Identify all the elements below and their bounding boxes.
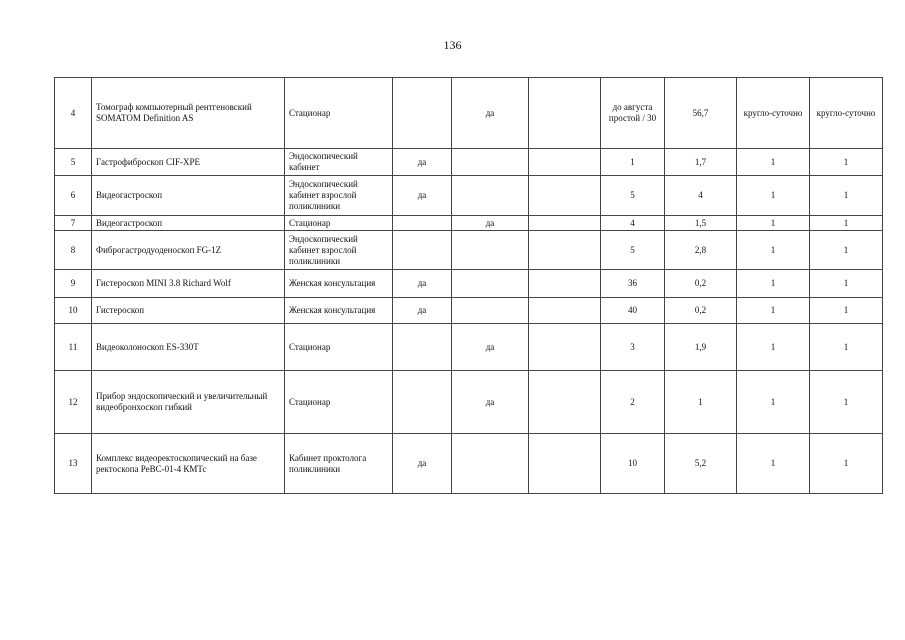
column-6-cell bbox=[529, 149, 601, 176]
column-4-cell bbox=[393, 78, 452, 149]
column-5-cell: да bbox=[452, 78, 529, 149]
equipment-table bbox=[54, 77, 883, 494]
column-10-cell: 1 bbox=[810, 176, 883, 216]
column-7-cell: 40 bbox=[601, 298, 665, 324]
column-4-cell: да bbox=[393, 298, 452, 324]
column-8-cell: 1 bbox=[665, 371, 737, 434]
column-10-cell: 1 bbox=[810, 371, 883, 434]
column-4-cell: да bbox=[393, 270, 452, 298]
equipment-name-cell: Видеоколоноскоп ES-330T bbox=[92, 324, 285, 371]
column-9-cell: 1 bbox=[737, 434, 810, 494]
column-4-cell: да bbox=[393, 176, 452, 216]
column-7-cell: 1 bbox=[601, 149, 665, 176]
column-6-cell bbox=[529, 434, 601, 494]
column-5-cell bbox=[452, 270, 529, 298]
column-7-cell: 5 bbox=[601, 231, 665, 270]
equipment-name-cell: Томограф компьютерный рентгеновский SOMATOM Definition AS bbox=[92, 78, 285, 149]
location-cell: Женская консультация bbox=[285, 270, 393, 298]
column-6-cell bbox=[529, 270, 601, 298]
column-9-cell: 1 bbox=[737, 371, 810, 434]
equipment-name-cell: Прибор эндоскопический и увеличительный видеобронхоскоп гибкий bbox=[92, 371, 285, 434]
location-cell: Эндоскопический кабинет bbox=[285, 149, 393, 176]
equipment-name-cell: Гистероскоп bbox=[92, 298, 285, 324]
equipment-name-cell: Видеогастроскоп bbox=[92, 176, 285, 216]
column-8-cell: 1,7 bbox=[665, 149, 737, 176]
column-8-cell: 1,5 bbox=[665, 216, 737, 231]
column-6-cell bbox=[529, 176, 601, 216]
column-7-cell: 5 bbox=[601, 176, 665, 216]
row-number-cell: 11 bbox=[55, 324, 92, 371]
equipment-name-cell: Гастрофиброскоп CIF-XPE bbox=[92, 149, 285, 176]
column-10-cell: 1 bbox=[810, 324, 883, 371]
column-9-cell: 1 bbox=[737, 270, 810, 298]
column-7-cell: до августа простой / 30 bbox=[601, 78, 665, 149]
column-8-cell: 0,2 bbox=[665, 270, 737, 298]
column-8-cell: 5,2 bbox=[665, 434, 737, 494]
column-6-cell bbox=[529, 216, 601, 231]
location-cell: Женская консультация bbox=[285, 298, 393, 324]
table-row bbox=[55, 216, 883, 231]
column-6-cell bbox=[529, 324, 601, 371]
equipment-name-cell: Комплекс видеоректоскопический на базе ректоскопа РеВС-01-4 КМТс bbox=[92, 434, 285, 494]
column-5-cell: да bbox=[452, 371, 529, 434]
row-number-cell: 9 bbox=[55, 270, 92, 298]
page-number: 136 bbox=[443, 38, 462, 52]
equipment-name-cell: Гистероскоп MINI 3.8 Richard Wolf bbox=[92, 270, 285, 298]
column-7-cell: 3 bbox=[601, 324, 665, 371]
column-4-cell bbox=[393, 216, 452, 231]
column-8-cell: 1,9 bbox=[665, 324, 737, 371]
equipment-name-cell: Фиброгастродуоденоскоп FG-1Z bbox=[92, 231, 285, 270]
location-cell: Стационар bbox=[285, 78, 393, 149]
location-cell: Эндоскопический кабинет взрослой поликлиники bbox=[285, 231, 393, 270]
location-cell: Стационар bbox=[285, 216, 393, 231]
column-5-cell bbox=[452, 149, 529, 176]
location-cell: Кабинет проктолога поликлиники bbox=[285, 434, 393, 494]
column-5-cell bbox=[452, 298, 529, 324]
column-10-cell: кругло-суточно bbox=[810, 78, 883, 149]
column-10-cell: 1 bbox=[810, 434, 883, 494]
row-number-cell: 4 bbox=[55, 78, 92, 149]
location-cell: Эндоскопический кабинет взрослой поликлиники bbox=[285, 176, 393, 216]
column-7-cell: 10 bbox=[601, 434, 665, 494]
row-number-cell: 10 bbox=[55, 298, 92, 324]
row-number-cell: 12 bbox=[55, 371, 92, 434]
table-row bbox=[55, 78, 883, 149]
table-row bbox=[55, 371, 883, 434]
table-row bbox=[55, 270, 883, 298]
column-5-cell: да bbox=[452, 216, 529, 231]
column-8-cell: 56,7 bbox=[665, 78, 737, 149]
column-5-cell: да bbox=[452, 324, 529, 371]
column-9-cell: 1 bbox=[737, 149, 810, 176]
column-4-cell bbox=[393, 371, 452, 434]
column-10-cell: 1 bbox=[810, 270, 883, 298]
column-8-cell: 0,2 bbox=[665, 298, 737, 324]
table-row bbox=[55, 298, 883, 324]
row-number-cell: 8 bbox=[55, 231, 92, 270]
column-9-cell: 1 bbox=[737, 176, 810, 216]
table-row bbox=[55, 176, 883, 216]
column-10-cell: 1 bbox=[810, 298, 883, 324]
equipment-name-cell: Видеогастроскоп bbox=[92, 216, 285, 231]
column-6-cell bbox=[529, 298, 601, 324]
column-7-cell: 4 bbox=[601, 216, 665, 231]
table-row bbox=[55, 324, 883, 371]
table-row bbox=[55, 149, 883, 176]
column-6-cell bbox=[529, 78, 601, 149]
column-7-cell: 36 bbox=[601, 270, 665, 298]
column-9-cell: 1 bbox=[737, 324, 810, 371]
column-4-cell bbox=[393, 231, 452, 270]
column-7-cell: 2 bbox=[601, 371, 665, 434]
column-5-cell bbox=[452, 176, 529, 216]
column-10-cell: 1 bbox=[810, 231, 883, 270]
column-10-cell: 1 bbox=[810, 149, 883, 176]
row-number-cell: 6 bbox=[55, 176, 92, 216]
location-cell: Стационар bbox=[285, 371, 393, 434]
column-10-cell: 1 bbox=[810, 216, 883, 231]
column-9-cell: 1 bbox=[737, 231, 810, 270]
column-5-cell bbox=[452, 434, 529, 494]
column-4-cell: да bbox=[393, 434, 452, 494]
column-9-cell: 1 bbox=[737, 298, 810, 324]
column-5-cell bbox=[452, 231, 529, 270]
column-8-cell: 2,8 bbox=[665, 231, 737, 270]
column-9-cell: кругло-суточно bbox=[737, 78, 810, 149]
column-6-cell bbox=[529, 371, 601, 434]
column-6-cell bbox=[529, 231, 601, 270]
column-4-cell: да bbox=[393, 149, 452, 176]
location-cell: Стационар bbox=[285, 324, 393, 371]
row-number-cell: 13 bbox=[55, 434, 92, 494]
row-number-cell: 5 bbox=[55, 149, 92, 176]
table-row bbox=[55, 434, 883, 494]
column-8-cell: 4 bbox=[665, 176, 737, 216]
column-9-cell: 1 bbox=[737, 216, 810, 231]
column-4-cell bbox=[393, 324, 452, 371]
table-row bbox=[55, 231, 883, 270]
row-number-cell: 7 bbox=[55, 216, 92, 231]
